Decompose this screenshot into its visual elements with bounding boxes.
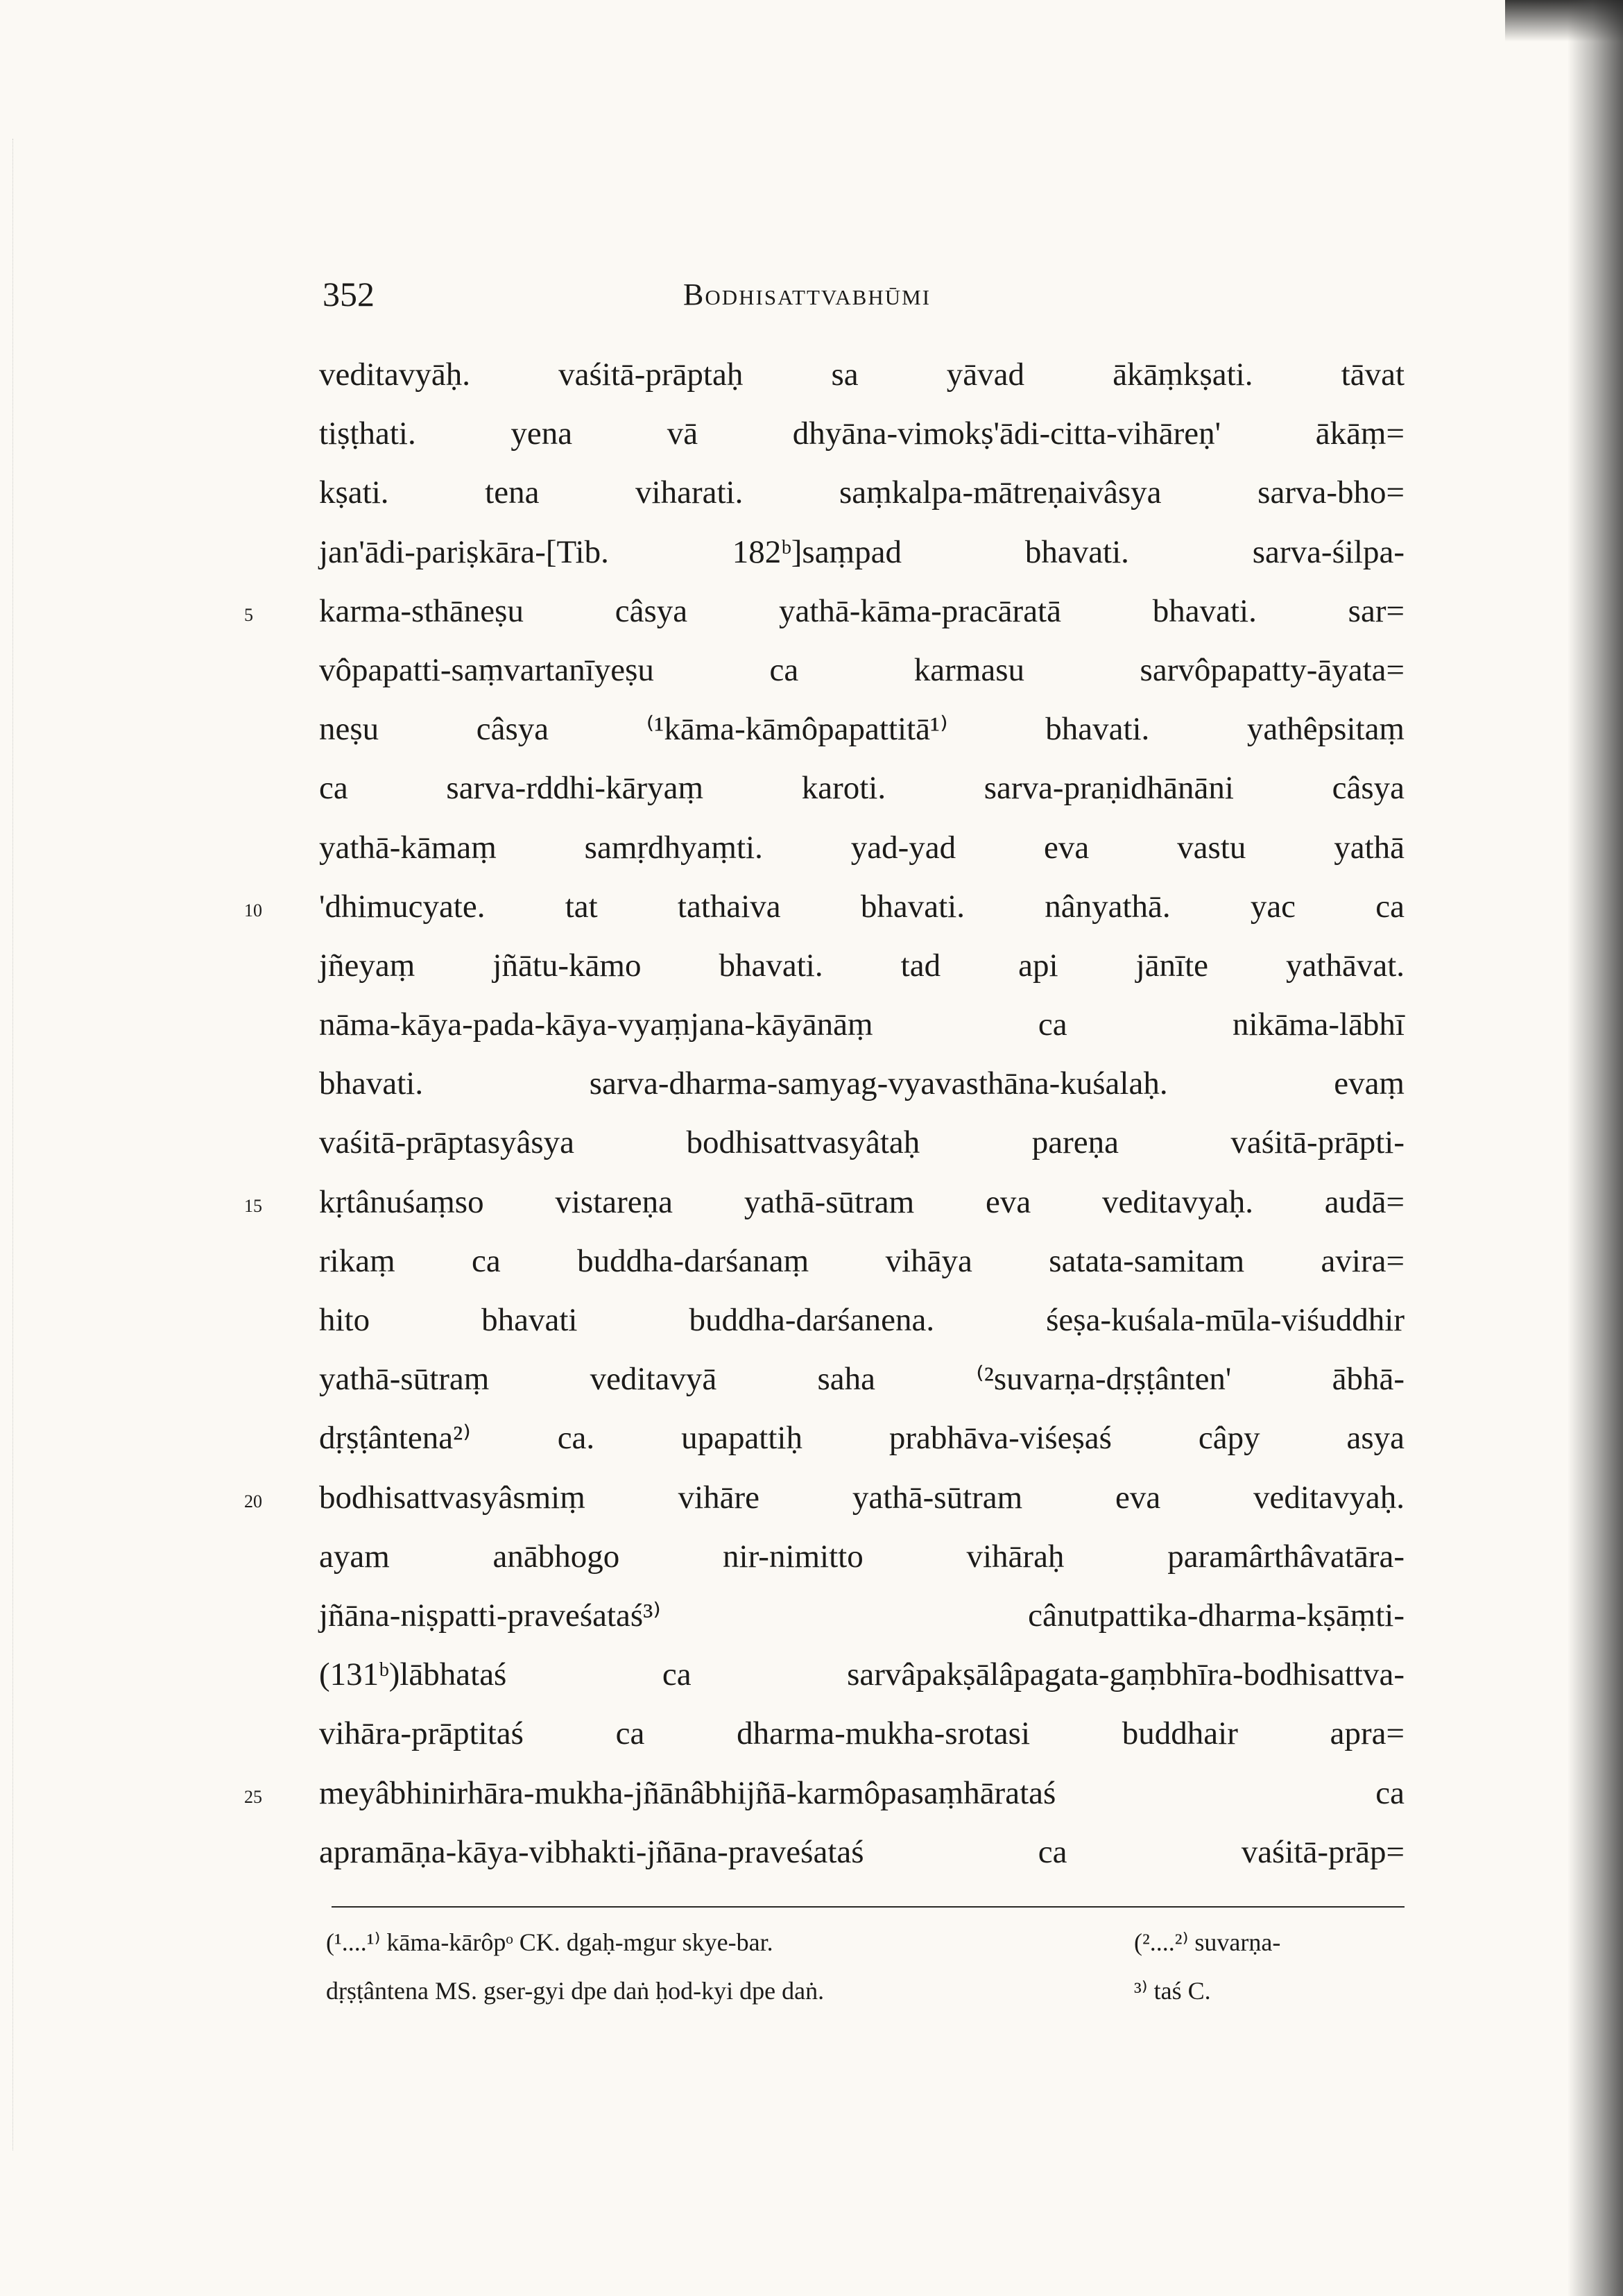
text-line (319, 1409, 1405, 1468)
line-text: (131ᵇ)lābhataś ca sarvâpakṣālâpagata-gaṃbhīra-bodhisattva- (319, 1656, 1405, 1693)
footnote-line (326, 1967, 1405, 2015)
footnote-rule (332, 1906, 1405, 1908)
text-line (319, 1823, 1405, 1882)
footnote-line (326, 1918, 1405, 1967)
page-header (323, 274, 1405, 329)
line-number: 5 (244, 604, 253, 625)
text-line (319, 523, 1405, 582)
scan-margin-marks (12, 139, 27, 2150)
line-text: nāma-kāya-pada-kāya-vyaṃjana-kāyānāṃ ca nikāma-lābhī (319, 1006, 1405, 1043)
line-text: dṛṣṭântena²⁾ ca. upapattiḥ prabhāva-viśeṣaś câpy asya (319, 1420, 1405, 1457)
line-text: jñeyaṃ jñātu-kāmo bhavati. tad api jānīte yathāvat. (319, 947, 1405, 984)
text-line (319, 1586, 1405, 1645)
line-text: hito bhavati buddha-darśanena. śeṣa-kuśala-mūla-viśuddhir (319, 1302, 1405, 1338)
text-line (319, 1054, 1405, 1113)
text-line (319, 404, 1405, 463)
line-text: jñāna-niṣpatti-praveśataś³⁾ cânutpattika-dharma-kṣāṃti- (319, 1597, 1405, 1634)
text-line (319, 1527, 1405, 1586)
text-line (319, 1350, 1405, 1409)
text-line (319, 995, 1405, 1054)
text-line (319, 819, 1405, 877)
text-line (319, 936, 1405, 995)
line-text: meyâbhinirhāra-mukha-jñānâbhijñā-karmôpasaṃhārataś ca (319, 1774, 1405, 1811)
line-text: yathā-sūtraṃ veditavyā saha ⁽²suvarṇa-dṛṣṭânten' ābhā- (319, 1361, 1405, 1398)
text-line (244, 1764, 1405, 1823)
line-text: jan'ādi-pariṣkāra-[Tib. 182ᵇ]saṃpad bhavati. sarva-śilpa- (319, 533, 1405, 570)
line-text: bodhisattvasyâsmiṃ vihāre yathā-sūtram eva veditavyaḥ. (319, 1479, 1405, 1516)
line-text: yathā-kāmaṃ samṛdhyaṃti. yad-yad eva vastu yathā (319, 829, 1405, 866)
line-text: kṛtânuśaṃso vistareṇa yathā-sūtram eva veditavyaḥ. audā= (319, 1183, 1405, 1220)
text-line (319, 345, 1405, 404)
text-line (319, 463, 1405, 522)
text-line (244, 1468, 1405, 1527)
line-text: vaśitā-prāptasyâsya bodhisattvasyâtaḥ pareṇa vaśitā-prāpti- (319, 1124, 1405, 1161)
text-line (319, 1232, 1405, 1291)
text-line (319, 1113, 1405, 1172)
line-text: rikaṃ ca buddha-darśanaṃ vihāya satata-samitam avira= (319, 1242, 1405, 1279)
footnote-text: ³⁾ taś C. (1134, 1977, 1211, 2005)
line-text: neṣu câsya ⁽¹kāma-kāmôpapattitā¹⁾ bhavati. yathêpsitaṃ (319, 711, 1405, 748)
line-number: 20 (244, 1491, 262, 1511)
line-text: vihāra-prāptitaś ca dharma-mukha-srotasi buddhair apra= (319, 1715, 1405, 1752)
line-text: kṣati. tena viharati. saṃkalpa-mātreṇaivâsya sarva-bho= (319, 474, 1405, 511)
text-line (319, 1704, 1405, 1763)
text-line (319, 759, 1405, 818)
line-text: ca sarva-rddhi-kāryaṃ karoti. sarva-praṇidhānāni câsya (319, 770, 1405, 807)
text-line (244, 1173, 1405, 1232)
line-text: 'dhimucyate. tat tathaiva bhavati. nânyathā. yac ca (319, 888, 1405, 925)
text-line (319, 641, 1405, 700)
line-text: apramāṇa-kāya-vibhakti-jñāna-praveśataś ca vaśitā-prāp= (319, 1833, 1405, 1870)
line-text: bhavati. sarva-dharma-samyag-vyavasthāna-kuśalaḥ. evaṃ (319, 1065, 1405, 1102)
line-number: 25 (244, 1786, 262, 1807)
body-text (244, 345, 1405, 1882)
line-number: 15 (244, 1195, 262, 1216)
page-number: 352 (323, 275, 375, 314)
footnote-text: (²....²⁾ suvarṇa- (1134, 1928, 1281, 1956)
line-text: veditavyāḥ. vaśitā-prāptaḥ sa yāvad ākāṃkṣati. tāvat (319, 357, 1405, 393)
text-line (319, 700, 1405, 759)
text-line (319, 1291, 1405, 1350)
line-text: ayam anābhogo nir-nimitto vihāraḥ paramârthâvatāra- (319, 1538, 1405, 1575)
text-line (244, 582, 1405, 641)
footnotes (326, 1918, 1405, 2015)
line-number: 10 (244, 900, 262, 920)
running-title: Bodhisattvabhūmi (683, 277, 931, 311)
line-text: karma-sthāneṣu câsya yathā-kāma-pracāratā bhavati. sar= (319, 592, 1405, 629)
text-line (319, 1645, 1405, 1704)
line-text: vôpapatti-saṃvartanīyeṣu ca karmasu sarvôpapatty-āyata= (319, 651, 1405, 688)
footnote-text: (¹....¹⁾ kāma-kārôpᵒ CK. dgaḥ-mgur skye-bar. (326, 1928, 773, 1956)
text-line (244, 877, 1405, 936)
scan-edge-shadow (1568, 0, 1623, 2296)
footnote-text: dṛṣṭântena MS. gser-gyi dpe daṅ ḥod-kyi dpe daṅ. (326, 1977, 825, 2005)
line-text: tiṣṭhati. yena vā dhyāna-vimokṣ'ādi-citta-vihāreṇ' ākāṃ= (319, 415, 1405, 452)
